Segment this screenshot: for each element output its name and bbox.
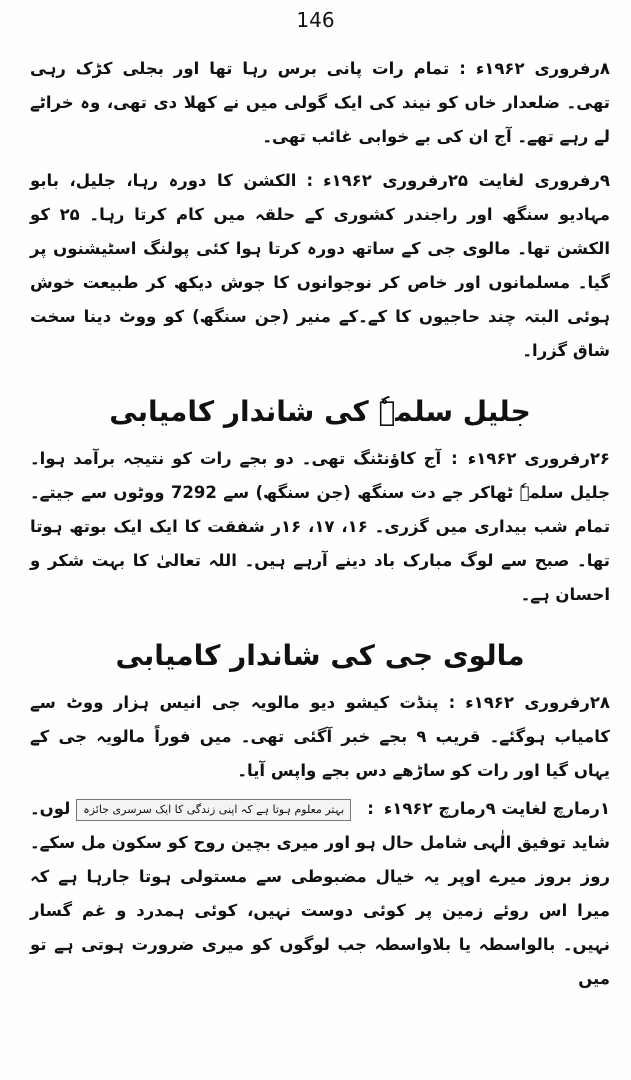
entry-date: ۲۶رفروری ۱۹۶۲ء: [467, 449, 610, 468]
separator: :: [306, 171, 314, 190]
diary-entry: [30, 792, 610, 996]
section-heading: جلیل سلمہٗ کی شاندار کامیابی: [109, 395, 531, 428]
diary-entry: [30, 52, 610, 154]
entry-text: تمام رات پانی برس رہا تھا اور بجلی کڑک رہی تھی۔ ضلعدار خاں کو نیند کی ایک گولی میں نے کھلا دی تھی، وہ خراٹے لے رہے تھے۔ آج ان کی بے خوابی غائب تھی۔: [30, 59, 610, 146]
section-heading: مالوی جی کی شاندار کامیابی: [115, 639, 525, 672]
entry-date: ۸رفروری ۱۹۶۲ء: [475, 59, 610, 78]
entry-text: آج کاؤنٹنگ تھی۔ دو بجے رات کو نتیجہ برآمد ہوا۔ جلیل سلمہٗ ٹھاکر جے دت سنگھ (جن سنگھ) سے 7292 ووٹوں سے جیتے۔ تمام شب بیداری میں گزری۔ ۱۶، ۱۷، ۱۶ر شفقت کا ایک ایک بوتھ ہوتا تھا۔ صبح سے لوگ مبارک باد دینے آرہے ہیں۔ اللہ تعالیٰ کا بہت شکر و احسان ہے۔: [30, 449, 611, 604]
entry-text: پنڈت کیشو دیو مالویہ جی انیس ہزار ووٹ سے کامیاب ہوگئے۔ قریب ۹ بجے خبر آگئی تھی۔ میں فوراً مالویہ جی کے یہاں گیا اور رات کو ساڑھے دس بجے واپس آیا۔: [30, 693, 610, 780]
page-number: 146: [296, 8, 335, 32]
diary-entry: [30, 686, 610, 788]
diary-entry: [30, 164, 610, 368]
diary-entry: [30, 442, 610, 612]
entry-date: ۲۸رفروری ۱۹۶۲ء: [465, 693, 610, 712]
entry-text: الکشن کا دورہ رہا، جلیل، بابو مہادیو سنگھ اور راجندر کشوری کے حلقہ میں کام کرتا رہا۔ ۲۵ کو الکشن تھا۔ مالوی جی کے ساتھ دورہ کرتا ہوا کئی پولنگ اسٹیشنوں پر گیا۔ مسلمانوں اور خاص کر نوجوانوں کا جوش دیکھ کر طبیعت خوش ہوئی البتہ چند حاجیوں کا کے۔کے منیر (جن سنگھ) کو ووٹ دینا سخت شاق گزرا۔: [30, 171, 610, 360]
pasted-note: بہتر معلوم ہوتا ہے کہ اپنی زندگی کا ایک سرسری جائزہ: [76, 799, 351, 821]
entry-date: ۹رفروری لغایت ۲۵رفروری ۱۹۶۲ء: [323, 171, 610, 190]
separator: :: [459, 59, 466, 78]
entry-text: لوں۔ شاید توفیق الٰہی شامل حال ہو اور میری بچین روح کو سکون مل سکے۔ روز بروز میرے اوپر یہ خیال مضبوطی سے مستولی ہوتا جارہا ہے کہ میرا اس روئے زمین پر کوئی دوست نہیں، کوئی ہمدرد و غم گسار نہیں۔ بالواسطہ یا بلاواسطہ جب لوگوں کو میری ضرورت ہوتی ہے تو میں: [30, 799, 610, 988]
separator: :: [448, 693, 456, 712]
separator: :: [451, 449, 458, 468]
entry-date: ۱رمارچ لغایت ۹رمارچ ۱۹۶۲ء: [383, 799, 611, 818]
separator: :: [367, 799, 374, 818]
page-body: [30, 52, 610, 996]
